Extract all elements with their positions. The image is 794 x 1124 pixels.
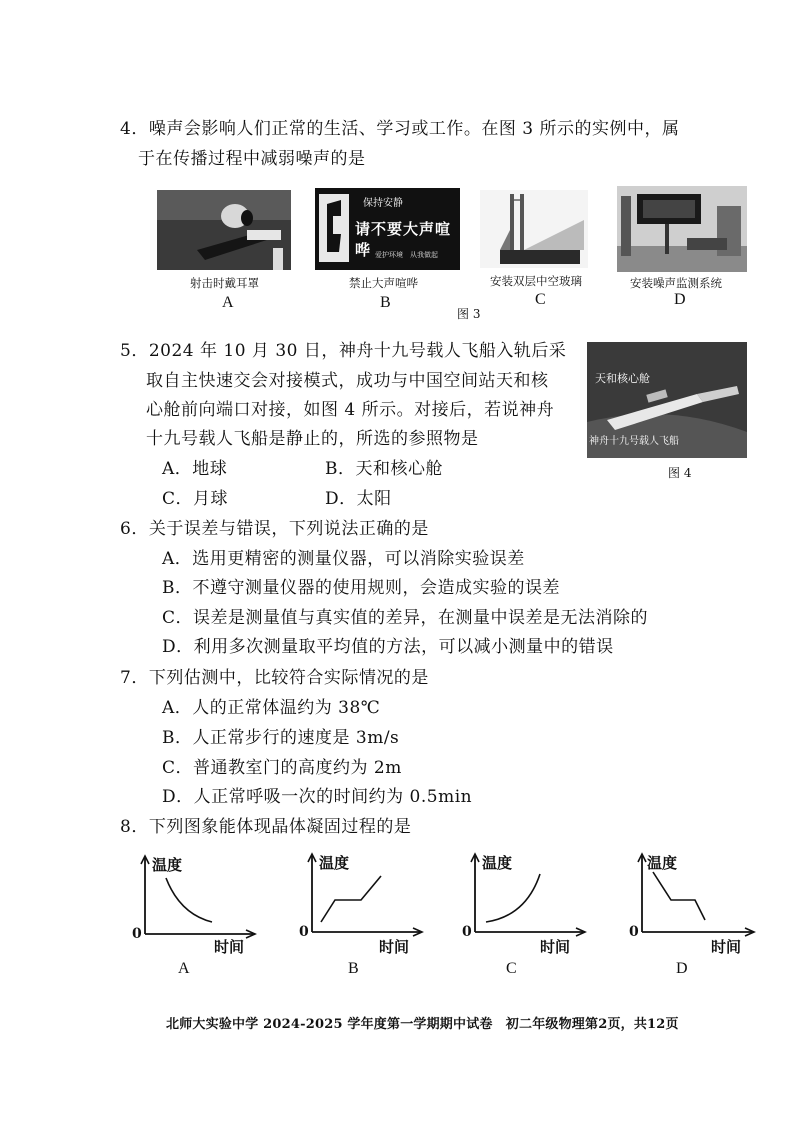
q6-option-a: A．选用更精密的测量仪器，可以消除实验误差 — [162, 549, 525, 569]
q5-option-b: B．天和核心舱 — [325, 459, 443, 479]
q6-option-b: B．不遵守测量仪器的使用规则，会造成实验的误差 — [162, 578, 560, 598]
q8-graph-c — [458, 850, 588, 956]
q8-c-xlabel: 时间 — [540, 938, 571, 956]
q4-photo-a-earmuffs — [157, 190, 291, 270]
finger-on-lips-icon — [319, 194, 349, 262]
q7-option-b: B．人正常步行的速度是 3m/s — [162, 728, 400, 748]
q8-letter-b: B — [348, 960, 359, 977]
q5-stem-line3: 心舱前向端口对接，如图 4 所示。对接后，若说神舟 — [146, 400, 555, 420]
q7-stem: 7．下列估测中，比较符合实际情况的是 — [120, 668, 429, 688]
q8-d-origin: 0 — [629, 924, 639, 940]
q6-option-c: C．误差是测量值与真实值的差异，在测量中误差是无法消除的 — [162, 608, 649, 628]
photo-label-tianhe: 天和核心舱 — [595, 372, 650, 385]
q4-caption-c: 安装双层中空玻璃 — [490, 274, 582, 288]
q8-b-ylabel: 温度 — [319, 854, 350, 872]
q4-letter-b: B — [380, 294, 391, 311]
q5-stem-line1: 5．2024 年 10 月 30 日，神舟十九号载人飞船入轨后采 — [120, 341, 567, 361]
q8-b-origin: 0 — [299, 924, 309, 940]
q4-photo-d-noise-monitor — [617, 186, 747, 272]
q4-photo-b-quiet-sign — [315, 188, 460, 270]
sign-footer: 爱护环境 从我做起 — [375, 251, 438, 259]
q4-stem-line2: 于在传播过程中减弱噪声的是 — [138, 149, 366, 169]
q7-option-a: A．人的正常体温约为 38℃ — [162, 698, 381, 718]
q8-letter-d: D — [676, 960, 688, 977]
q8-a-origin: 0 — [132, 926, 142, 942]
q5-option-a: A．地球 — [162, 459, 228, 479]
photo-label-shenzhou: 神舟十九号载人飞船 — [589, 436, 679, 447]
q8-a-xlabel: 时间 — [214, 938, 245, 956]
q8-letter-a: A — [178, 960, 190, 977]
q8-c-ylabel: 温度 — [482, 854, 513, 872]
q4-letter-c: C — [535, 291, 546, 308]
q8-b-xlabel: 时间 — [379, 938, 410, 956]
q8-graph-b — [295, 850, 425, 956]
q5-stem-line4: 十九号载人飞船是静止的，所选的参照物是 — [146, 429, 479, 449]
q8-d-ylabel: 温度 — [647, 854, 678, 872]
q5-stem-line2: 取自主快速交会对接模式，成功与中国空间站天和核 — [146, 371, 549, 391]
q8-d-xlabel: 时间 — [711, 938, 742, 956]
q5-option-c: C．月球 — [162, 489, 229, 509]
page-footer: 北师大实验中学 2024-2025 学年度第一学期期中试卷 初二年级物理第2页，共12页 — [166, 1017, 679, 1032]
q5-option-d: D．太阳 — [325, 489, 392, 509]
sign-title: 请不要大声喧哗 — [355, 220, 452, 259]
q4-caption-d: 安装噪声监测系统 — [630, 276, 722, 290]
q8-c-origin: 0 — [462, 924, 472, 940]
q4-photo-c-double-glass — [480, 190, 588, 268]
q4-caption-a: 射击时戴耳罩 — [190, 276, 259, 290]
q4-letter-d: D — [674, 291, 686, 308]
q8-graph-a — [128, 852, 258, 956]
q8-a-ylabel: 温度 — [152, 856, 183, 874]
sign-subtitle: 保持安静 — [363, 198, 403, 209]
q8-stem: 8．下列图象能体现晶体凝固过程的是 — [120, 817, 412, 837]
q7-option-d: D．人正常呼吸一次的时间约为 0.5min — [162, 787, 473, 807]
q4-figure-label: 图 3 — [457, 307, 481, 321]
q6-option-d: D．利用多次测量取平均值的方法，可以减小测量中的错误 — [162, 637, 614, 657]
q8-letter-c: C — [506, 960, 517, 977]
q4-letter-a: A — [222, 294, 234, 311]
q8-graph-d — [625, 850, 760, 956]
q4-stem-line1: 4．噪声会影响人们正常的生活、学习或工作。在图 3 所示的实例中，属 — [120, 119, 680, 139]
q6-stem: 6．关于误差与错误，下列说法正确的是 — [120, 519, 429, 539]
q7-option-c: C．普通教室门的高度约为 2m — [162, 758, 402, 778]
q4-caption-b: 禁止大声喧哗 — [349, 276, 418, 290]
q5-figure-label: 图 4 — [668, 466, 692, 480]
q5-photo-docking — [587, 342, 747, 458]
